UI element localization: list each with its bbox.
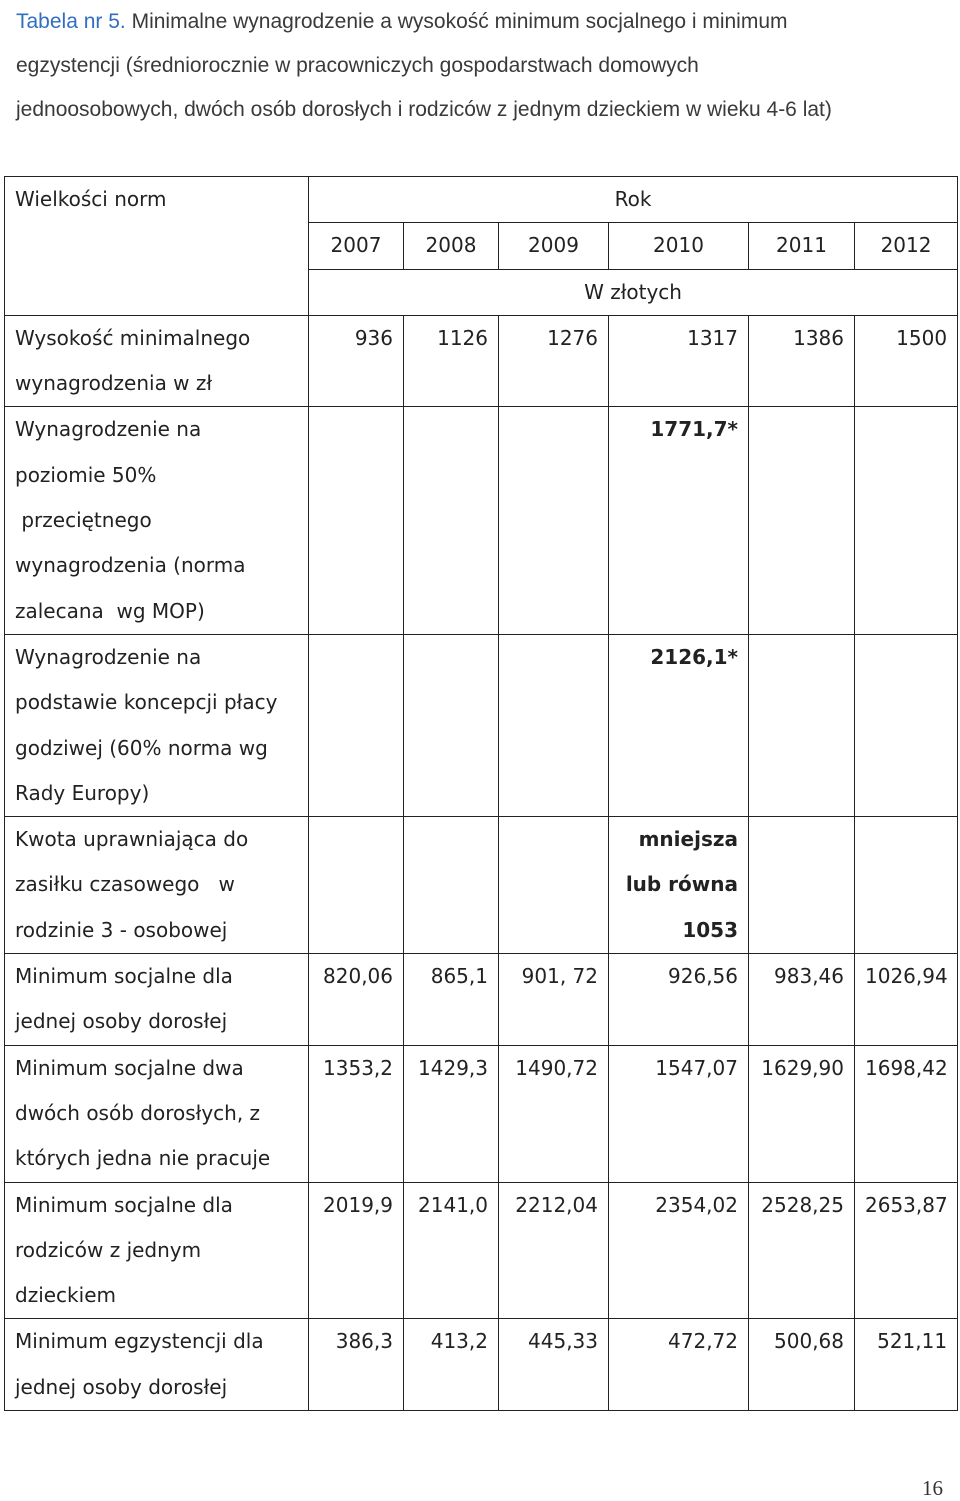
cell-2010: 1317 [609,315,749,407]
row-label [5,1182,309,1319]
cell-2010-line: mniejsza [638,827,738,852]
cell-2010: 472,72 [609,1319,749,1411]
cell-2008 [404,407,499,634]
cell-2011: 983,46 [749,954,855,1046]
header-row-rok [5,177,958,223]
cell-2008 [404,634,499,816]
row-label-line: wynagrodzenia w zł [15,371,213,396]
caption-line-1: Minimalne wynagrodzenie a wysokość minimum socjalnego i minimum [125,10,788,33]
cell-2012 [855,817,958,954]
cell-2011: 1386 [749,315,855,407]
row-label-line: rodziców z jednym [15,1237,202,1262]
row-label-line: godziwej (60% norma wg [15,735,268,760]
row-label [5,315,309,407]
cell-2007: 820,06 [309,954,404,1046]
row-label-line: których jedna nie pracuje [15,1146,271,1171]
table-row [5,315,958,407]
cell-2007: 2019,9 [309,1182,404,1319]
year-2012: 2012 [855,223,958,269]
cell-2008: 1126 [404,315,499,407]
norms-table [4,176,958,1411]
cell-2010-line: 1053 [682,917,738,942]
row-label-line: jednej osoby dorosłej [15,1374,228,1399]
year-2010: 2010 [609,223,749,269]
row-label-line: Wynagrodzenie na [15,644,202,669]
row-label-line: dwóch osób dorosłych, z [15,1100,261,1125]
cell-2009 [499,407,609,634]
year-2008: 2008 [404,223,499,269]
cell-2007: 386,3 [309,1319,404,1411]
row-label [5,1319,309,1411]
header-unit: W złotych [309,269,958,315]
cell-2007 [309,407,404,634]
cell-2009: 901, 72 [499,954,609,1046]
table-row [5,634,958,816]
cell-2008 [404,817,499,954]
cell-2010 [609,817,749,954]
row-label-line: Minimum socjalne dwa [15,1055,244,1080]
row-label-line: Kwota uprawniająca do [15,827,249,852]
row-label-line: dzieckiem [15,1283,116,1308]
row-label [5,634,309,816]
cell-2007 [309,634,404,816]
cell-2010: 2354,02 [609,1182,749,1319]
year-2011: 2011 [749,223,855,269]
header-norm-label: Wielkości norm [5,177,309,316]
row-label-line: Minimum socjalne dla [15,1192,233,1217]
row-label-line: zalecana wg MOP) [15,598,205,623]
cell-2011 [749,817,855,954]
row-label-line: przeciętnego [15,508,152,533]
row-label [5,1045,309,1182]
row-label-line: Minimum socjalne dla [15,964,233,989]
cell-2009 [499,817,609,954]
cell-2008: 865,1 [404,954,499,1046]
row-label-line: zasiłku czasowego w [15,872,235,897]
row-label-line: Wysokość minimalnego [15,325,251,350]
row-label-line: wynagrodzenia (norma [15,553,246,578]
table-row [5,1045,958,1182]
cell-2007: 1353,2 [309,1045,404,1182]
page-number: 16 [922,1476,943,1500]
cell-2011 [749,634,855,816]
cell-2012 [855,407,958,634]
row-label [5,407,309,634]
cell-2009 [499,634,609,816]
cell-2010: 1771,7* [609,407,749,634]
cell-2008: 413,2 [404,1319,499,1411]
cell-2010-line: lub równa [625,872,738,897]
cell-2011: 2528,25 [749,1182,855,1319]
row-label-line: Minimum egzystencji dla [15,1329,264,1354]
cell-2007 [309,817,404,954]
cell-2008: 2141,0 [404,1182,499,1319]
cell-2012: 1026,94 [855,954,958,1046]
cell-2007: 936 [309,315,404,407]
table-row [5,817,958,954]
table-row [5,1182,958,1319]
cell-2008: 1429,3 [404,1045,499,1182]
cell-2011: 1629,90 [749,1045,855,1182]
cell-2010: 2126,1* [609,634,749,816]
row-label-line: jednej osoby dorosłej [15,1009,228,1034]
cell-2012: 2653,87 [855,1182,958,1319]
cell-2009: 2212,04 [499,1182,609,1319]
cell-2009: 1276 [499,315,609,407]
row-label-line: Rady Europy) [15,780,150,805]
table-row [5,407,958,634]
row-label-line: poziomie 50% [15,462,157,487]
cell-2009: 445,33 [499,1319,609,1411]
header-rok: Rok [309,177,958,223]
table-row [5,1319,958,1411]
cell-2012: 1698,42 [855,1045,958,1182]
table-row [5,954,958,1046]
row-label [5,954,309,1046]
caption-label: Tabela nr 5. [16,10,126,33]
row-label-line: Wynagrodzenie na [15,417,202,442]
year-2007: 2007 [309,223,404,269]
table-caption [16,0,946,132]
cell-2011: 500,68 [749,1319,855,1411]
cell-2011 [749,407,855,634]
caption-line-2: egzystencji (średniorocznie w pracowniczych gospodarstwach domowych [16,54,699,77]
row-label [5,817,309,954]
cell-2010: 1547,07 [609,1045,749,1182]
row-label-line: rodzinie 3 - osobowej [15,917,228,942]
caption-line-3: jednoosobowych, dwóch osób dorosłych i rodziców z jednym dzieckiem w wieku 4-6 lat) [16,98,832,121]
cell-2012: 1500 [855,315,958,407]
cell-2012 [855,634,958,816]
cell-2010: 926,56 [609,954,749,1046]
cell-2012: 521,11 [855,1319,958,1411]
row-label-line: podstawie koncepcji płacy [15,690,278,715]
cell-2009: 1490,72 [499,1045,609,1182]
year-2009: 2009 [499,223,609,269]
